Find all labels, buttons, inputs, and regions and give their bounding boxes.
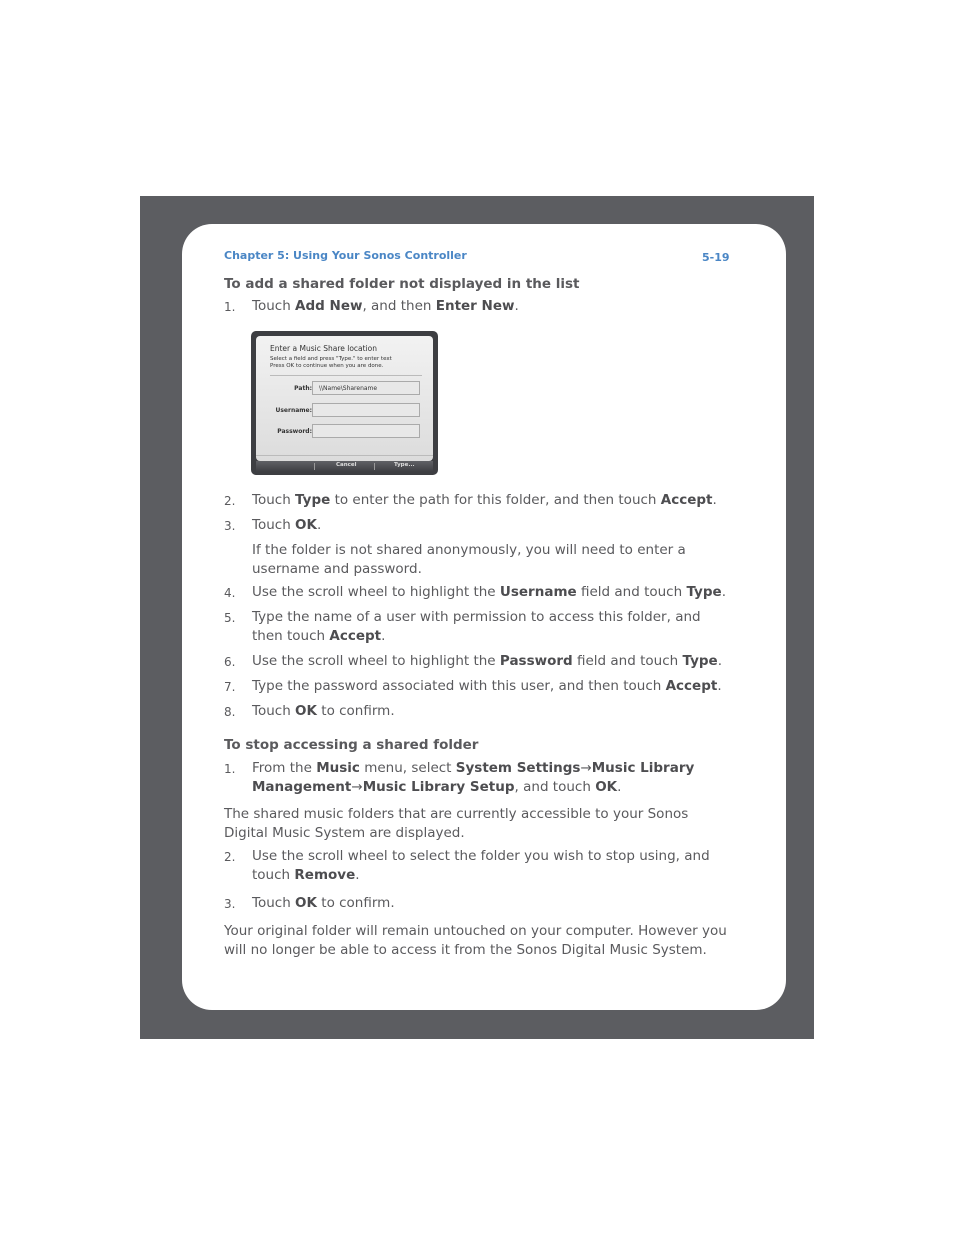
step-number: 2. (224, 850, 236, 864)
step-number: 3. (224, 897, 236, 911)
password-label: Password: (277, 428, 312, 435)
page-number: 5-19 (702, 251, 730, 264)
step-number: 2. (224, 494, 236, 508)
step-number: 8. (224, 705, 236, 719)
section-heading-add: To add a shared folder not displayed in the list (224, 276, 580, 292)
step-text: Use the scroll wheel to select the folder you wish to stop using, and touch Remove. (252, 848, 710, 883)
chapter-header: Chapter 5: Using Your Sonos Controller (224, 249, 467, 262)
step-text: From the Music menu, select System Settings→Music Library Management→Music Library Setup, and touch OK. (252, 760, 695, 795)
step-text: Touch OK. (252, 517, 322, 533)
path-label: Path: (294, 385, 312, 392)
step-text: Type the name of a user with permission to access this folder, and then touch Accept. (252, 609, 701, 644)
body-paragraph: The shared music folders that are currently accessible to your Sonos Digital Music System are displayed. (224, 806, 689, 841)
step-number: 6. (224, 655, 236, 669)
cancel-button[interactable]: Cancel (336, 462, 357, 468)
username-label: Username: (275, 407, 312, 414)
music-share-screen (251, 331, 438, 475)
screen-display (256, 336, 433, 461)
step-number: 4. (224, 586, 236, 600)
step-number: 7. (224, 680, 236, 694)
step-text: Touch Add New, and then Enter New. (252, 298, 519, 314)
step-number: 5. (224, 611, 236, 625)
step-text: Touch Type to enter the path for this folder, and then touch Accept. (252, 492, 717, 508)
password-field[interactable] (312, 424, 420, 438)
divider (270, 375, 422, 376)
separator (314, 463, 315, 470)
step-text: Touch OK to confirm. (252, 895, 395, 911)
step-text: Use the scroll wheel to highlight the Password field and touch Type. (252, 653, 722, 669)
screen-title: Enter a Music Share location (270, 344, 378, 353)
step-text: Use the scroll wheel to highlight the Username field and touch Type. (252, 584, 726, 600)
step-text: Type the password associated with this user, and then touch Accept. (252, 678, 722, 694)
body-paragraph: Your original folder will remain untouched on your computer. However you will no longer be able to access it from the Sonos Digital Music System. (224, 923, 727, 958)
path-field[interactable]: \\Name\Sharename (312, 381, 420, 395)
note-text: If the folder is not shared anonymously, you will need to enter a username and password. (252, 542, 686, 577)
username-field[interactable] (312, 403, 420, 417)
step-text: Touch OK to confirm. (252, 703, 395, 719)
screen-softkey-bar (256, 461, 433, 472)
separator (374, 463, 375, 470)
divider (256, 455, 433, 456)
step-number: 1. (224, 300, 236, 314)
type-button[interactable]: Type... (394, 462, 415, 468)
step-number: 1. (224, 762, 236, 776)
step-number: 3. (224, 519, 236, 533)
section-heading-stop: To stop accessing a shared folder (224, 737, 479, 753)
screen-instructions: Select a field and press "Type." to enter text Press OK to continue when you are done. (270, 356, 392, 369)
